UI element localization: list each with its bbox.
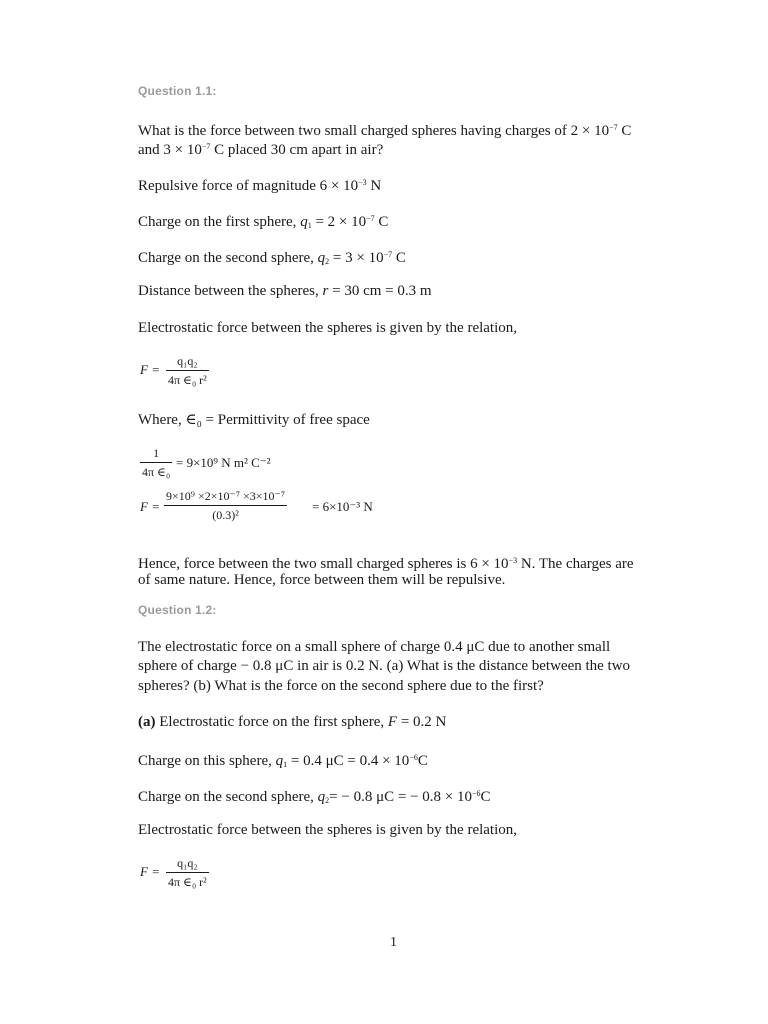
question-text: sphere of charge − 0.8 μC in air is 0.2 N. (a) What is the distance between the two bbox=[138, 658, 631, 674]
question-heading: Question 1.1: bbox=[138, 84, 217, 98]
where-text: Where, ∈₀ = Permittivity of free space bbox=[138, 412, 370, 428]
constant-value: = 9×10⁹ N m² C⁻² bbox=[176, 455, 271, 470]
calc-fraction: $\frac{\text{9×10⁹ ×2×10⁻⁷ ×3×10⁻⁷}}{\text{(0.3)²}}$ bbox=[166, 489, 286, 522]
question-text: The electrostatic force on a small sphere of charge 0.4 μC due to another small bbox=[138, 639, 611, 655]
coulomb-formula: $\frac{\text{q₁q₂}}{\text{4π ∈₀ r²}}$ bbox=[168, 856, 207, 889]
question-text: spheres? (b) What is the force on the second sphere due to the first? bbox=[138, 678, 544, 694]
question-heading: Question 1.2: bbox=[138, 603, 217, 617]
calc-lhs: F = bbox=[140, 499, 160, 514]
constant-fraction: $\frac{1}{\text{4π ∈₀}}$ bbox=[142, 446, 171, 479]
given-charge-2: Charge on the second sphere, $q_2 = 3 \times 10^{-7}$ C bbox=[138, 250, 406, 266]
relation-text: Electrostatic force between the spheres is given by the relation, bbox=[138, 822, 518, 838]
relation-text: Electrostatic force between the spheres is given by the relation, bbox=[138, 320, 518, 336]
question-text: and $3 \times 10^{-7}$ C placed 30 cm apart in air? bbox=[138, 142, 384, 158]
calc-result: = 6×10⁻³ N bbox=[312, 499, 373, 514]
page-number: 1 bbox=[390, 935, 397, 950]
part-a-text: (a) Electrostatic force on the first sphere, F = 0.2 N bbox=[138, 714, 447, 730]
coulomb-formula: $\frac{\text{q₁q₂}}{\text{4π ∈₀ r²}}$ bbox=[168, 354, 207, 387]
conclusion-text: of same nature. Hence, force between them will be repulsive. bbox=[138, 572, 506, 588]
given-charge-2: Charge on the second sphere, $q_2= - 0.8$ μC = − $0.8 \times 10^{-6}C$ bbox=[138, 789, 491, 805]
answer-text: Repulsive force of magnitude $6 \times 10^{-3}$ N bbox=[138, 178, 382, 194]
conclusion-text: Hence, force between the two small charged spheres is $6 \times 10^{-3}$ N. The charges are bbox=[138, 556, 634, 572]
given-distance: Distance between the spheres, r = 30 cm = 0.3 m bbox=[138, 283, 432, 299]
given-charge-1: Charge on the first sphere, $q_1 = 2 \times 10^{-7}$ C bbox=[138, 214, 389, 230]
formula-lhs: F = bbox=[140, 362, 160, 377]
question-text: What is the force between two small charged spheres having charges of $2 \times 10^{-7}$ C bbox=[138, 123, 632, 139]
formula-lhs: F = bbox=[140, 864, 160, 879]
given-charge-1: Charge on this sphere, $q_1 = 0.4$ $\mu C = 0.4 \times 10^{-6}C$ bbox=[138, 753, 428, 769]
